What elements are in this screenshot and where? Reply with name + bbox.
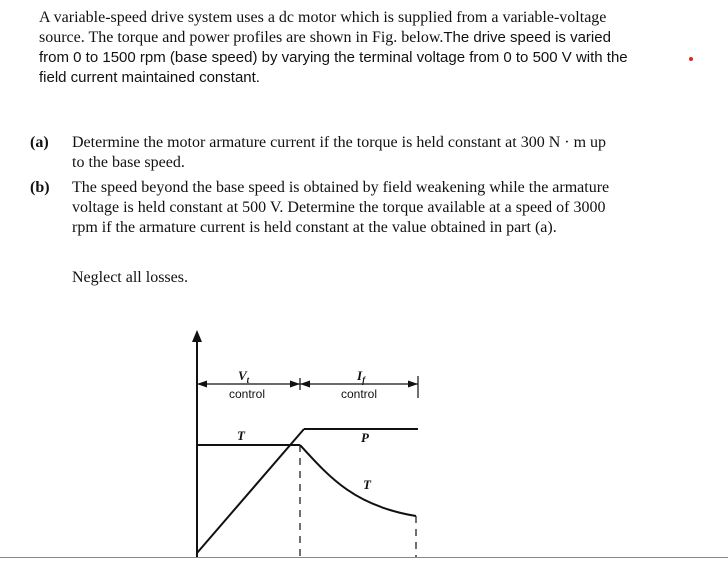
torque-power-profile-figure: [180, 318, 440, 558]
part-a-text: Determine the motor armature current if the torque is held constant at 300 N · m up to the base speed.: [72, 134, 607, 171]
power-label: P: [361, 430, 369, 445]
neglect-losses-note: Neglect all losses.: [72, 269, 188, 286]
intro-rest: The drive speed is varied from 0 to 1500 rpm (base speed) by varying the terminal voltage from 0 to 500 V with the field current maintained constant.: [39, 29, 628, 86]
red-dot-marker: [689, 57, 693, 61]
vertical-axis-arrowhead: [192, 330, 202, 342]
part-b-label: (b): [30, 179, 50, 196]
torque-label-right: T: [363, 477, 371, 492]
power-rising-line: [197, 429, 304, 553]
problem-intro: [39, 8, 629, 88]
vt-label: $V_t$: [238, 368, 250, 385]
part-b-text: The speed beyond the base speed is obtained by field weakening while the armature voltage is held constant at 500 V. Determine the torque available at a speed of 3000 rpm if the armature current is held constant at the value obtained in part (a).: [72, 179, 610, 236]
torque-label-left: T: [237, 428, 245, 443]
if-left-arrowhead: [300, 381, 310, 388]
part-a-label: (a): [30, 134, 49, 151]
intro-lead: A variable-speed drive system uses a dc motor which is supplied from a variable-voltage source. The torque and power profiles are shown in Fig. below.: [39, 9, 607, 46]
vt-left-arrowhead: [197, 381, 207, 388]
if-label: $I_f$: [357, 368, 366, 385]
torque-falling-curve: [300, 445, 416, 516]
vt-right-arrowhead: [290, 381, 300, 388]
vt-control-label: control: [229, 387, 266, 401]
page-bottom-border: [0, 557, 728, 558]
if-control-label: control: [341, 387, 378, 401]
if-right-arrowhead: [408, 381, 418, 388]
